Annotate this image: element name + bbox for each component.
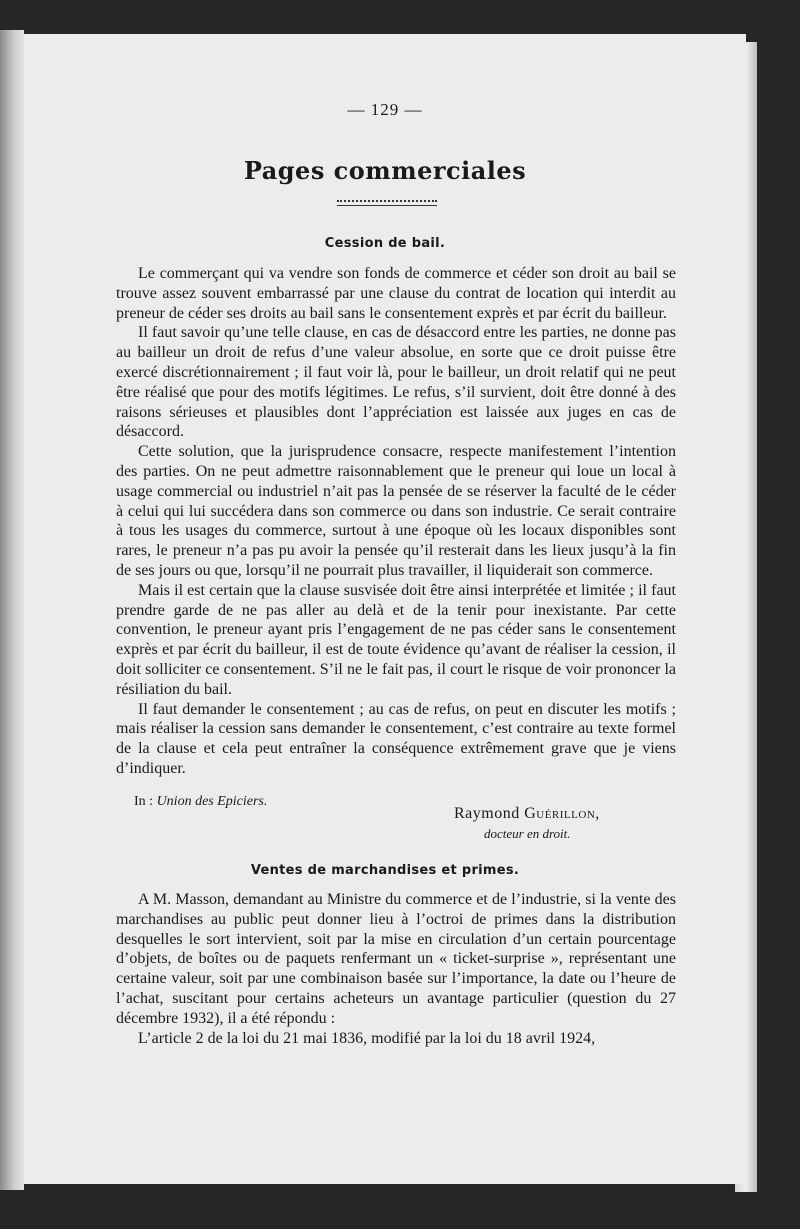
document-page <box>24 34 746 1184</box>
paragraph: Il faut demander le consentement ; au cas de refus, on peut en discuter les motifs ; mais réaliser la cession sans demander le consentement, c’est contraire au texte formel de la clause et cela peut entraîner la conséquence extrêmement grave que je viens d’indiquer. <box>116 700 676 777</box>
section-heading-cession: Cession de bail. <box>324 236 446 251</box>
author-name <box>454 805 600 823</box>
source-label: In : <box>134 794 154 809</box>
adjacent-page-edge <box>0 30 24 1190</box>
page-number: — 129 — <box>347 100 423 119</box>
source-publication: Union des Epiciers. <box>156 794 268 809</box>
paragraph: Le commerçant qui va vendre son fonds de commerce et céder son droit au bail se trouve assez souvent embarrassé par une clause du contrat de location qui interdit au preneur de céder ses droits au bail sans le consentement exprès et par écrit du bailleur. <box>116 265 676 322</box>
author-last-name: Guérillon, <box>524 805 600 822</box>
section-heading-ventes: Ventes de marchandises et primes. <box>250 863 520 878</box>
paragraph: Cette solution, que la jurisprudence consacre, respecte manifestement l’intention des parties. On ne peut admettre raisonnablement que le preneur qui loue un local à usage commercial ou industriel n’ait pas la pensée de se réserver la faculté de le céder à celui qui lui succédera dans son commerce ou dans son industrie. Ce serait contraire à tous les usages du commerce, surtout à une époque où les locaux disponibles sont rares, le preneur n’a pas pu avoir la pensée qu’il resterait dans les lieux jusqu’à la fin de ses jours ou que, lorsqu’il ne pourrait plus travailler, il liquiderait son commerce. <box>116 443 676 579</box>
paragraph: L’article 2 de la loi du 21 mai 1836, modifié par la loi du 18 avril 1924, <box>138 1029 596 1047</box>
page-title: Pages commerciales <box>243 156 527 185</box>
paragraph: A M. Masson, demandant au Ministre du commerce et de l’industrie, si la vente des marchandises au public peut donner lieu à l’octroi de primes dans la distribution desquelles le sort intervient, soit par la mise en circulation d’un certain pourcentage d’objets, de boîtes ou de paquets renfermant un « ticket-surprise », représentant une certaine valeur, soit par une combinaison basée sur l’importance, la date ou l’heure de l’achat, suscitant pour certains acheteurs un avantage particulier (question du 27 décembre 1932), il a été répondu : <box>116 891 676 1027</box>
title-rule <box>337 200 437 206</box>
author-first-name: Raymond <box>454 805 520 822</box>
author-title: docteur en droit. <box>484 826 571 841</box>
paragraph: Il faut savoir qu’une telle clause, en cas de désaccord entre les parties, ne donne pas au bailleur un droit de refus d’une valeur absolue, en sorte que ce droit puisse être exercé discrétionnairement ; il faut voir là, pour le bailleur, un droit relatif qui ne peut être réalisé que pour des motifs légitimes. Le refus, s’il survient, doit être donné à des raisons sérieuses et plausibles dont l’appréciation est laissée aux juges en cas de désaccord. <box>116 324 676 441</box>
section-body-cession <box>116 264 676 779</box>
section-body-ventes <box>116 890 676 1048</box>
paragraph: Mais il est certain que la clause susvisée doit être ainsi interprétée et limitée ; il faut prendre garde de ne pas aller au delà et de la tenir pour inexistante. Par cette convention, le preneur ayant pris l’engagement de ne pas céder sans le consentement exprès et par écrit du bailleur, il est de toute évidence qu’avant de réaliser la cession, il doit solliciter ce consentement. S’il ne le fait pas, il court le risque de voir prononcer la résiliation du bail. <box>116 581 676 698</box>
source-citation <box>134 794 267 810</box>
